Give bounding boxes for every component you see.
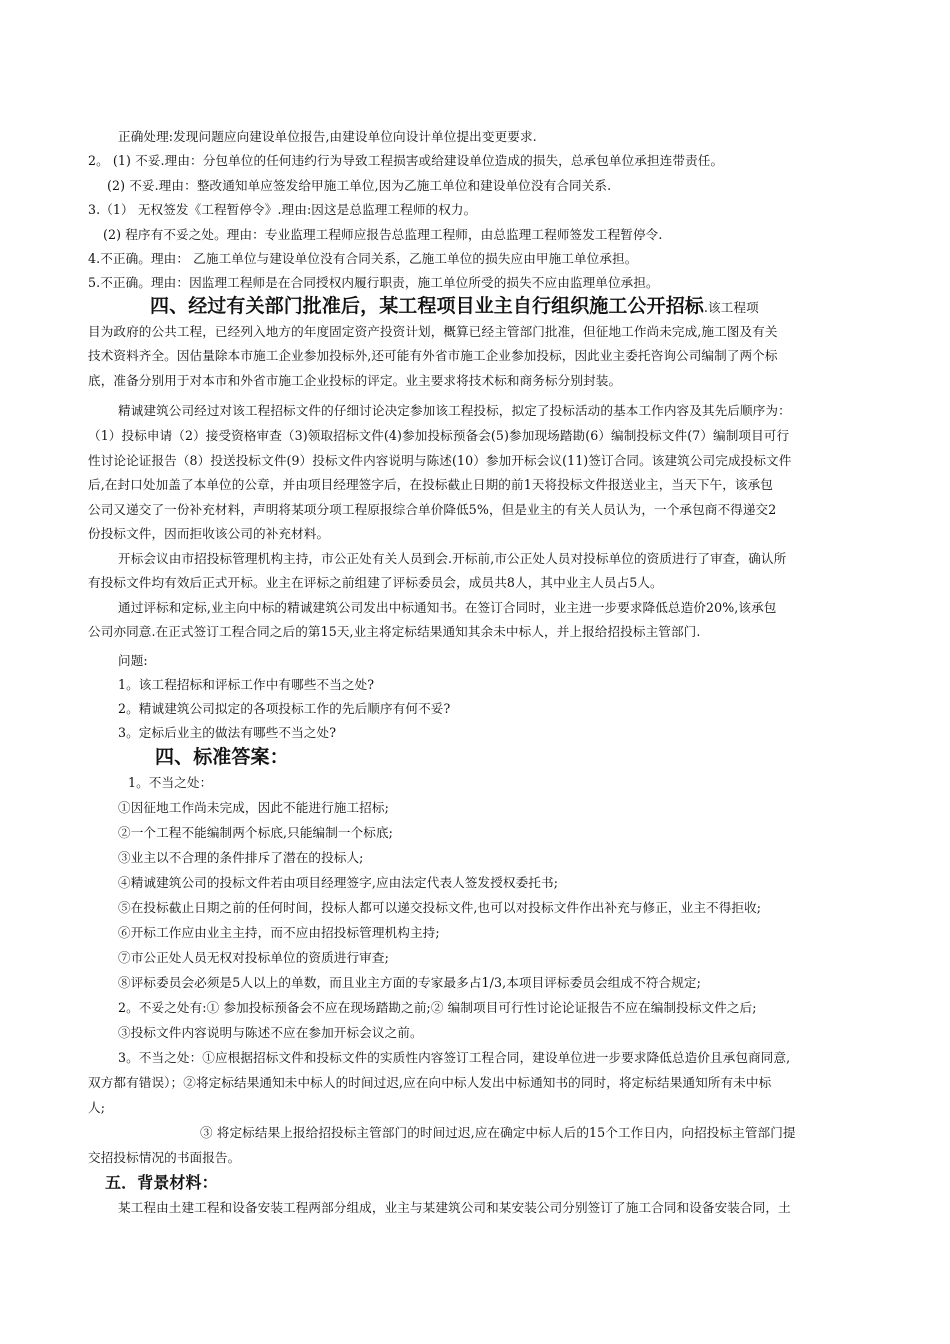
answer-line: 2。不妥之处有:① 参加投标预备会不应在现场踏勘之前;② 编制项目可行性讨论论证报告不应在编制投标文件之后; [118,1000,757,1015]
text-line: 后,在封口处加盖了本单位的公章，并由项目经理签字后，在投标截止日期的前1天将投标文件报送业主，当天下午，该承包 [88,477,773,492]
text-line: 5.不正确。理由：因监理工程师是在合同授权内履行职责，施工单位所受的损失不应由监理单位承担。 [88,275,659,290]
answer-line: ⑤在投标截止日期之前的任何时间，投标人都可以递交投标文件,也可以对投标文件作出补充与修正，业主不得拒收; [118,900,762,915]
heading-tail: .该工程项 [703,300,759,315]
answer-line: ⑦市公正处人员无权对投标单位的资质进行审查; [118,950,389,965]
answer-line: ④精诚建筑公司的投标文件若由项目经理签字,应由法定代表人签发授权委托书; [118,875,559,890]
answer-line: 交招投标情况的书面报告。 [88,1150,241,1165]
text-line: (2) 程序有不妥之处。理由：专业监理工程师应报告总监理工程师，由总监理工程师签发工程暂停令. [103,227,663,242]
text-line: 精诚建筑公司经过对该工程招标文件的仔细讨论决定参加该工程投标，拟定了投标活动的基本工作内容及其先后顺序为： [118,403,791,418]
text-line: 公司亦同意.在正式签订工程合同之后的第15天,业主将定标结果通知其余未中标人，并上报给招投标主管部门. [88,624,701,639]
text-line: 性讨论论证报告（8）投送投标文件(9）投标文件内容说明与陈述(10）参加开标会议(11)签订合同。该建筑公司完成投标文件 [88,453,792,468]
text-line: （1）投标申请（2）接受资格审查（3)领取招标文件(4)参加投标预备会(5)参加现场踏勘(6）编制投标文件(7）编制项目可行 [88,428,790,443]
answer-line: ①因征地工作尚未完成，因此不能进行施工招标; [118,800,389,815]
text-line: 目为政府的公共工程，已经列入地方的年度固定资产投资计划，概算已经主管部门批准，但征地工作尚未完成,施工图及有关 [88,324,778,339]
answer-line: 1。不当之处： [128,775,213,790]
text-line: 技术资料齐全。因估量除本市施工企业参加投标外,还可能有外省市施工企业参加投标，因此业主委托咨询公司编制了两个标 [88,348,778,363]
heading-title: 四、经过有关部门批准后，某工程项目业主自行组织施工公开招标 [150,295,704,317]
text-line: 通过评标和定标,业主向中标的精诚建筑公司发出中标通知书。在签订合同时，业主进一步要求降低总造价20%,该承包 [118,600,777,615]
questions-label: 问题: [118,653,148,668]
question-item: 1。该工程招标和评标工作中有哪些不当之处? [118,677,375,692]
text-line: 份投标文件，因而拒收该公司的补充材料。 [88,526,330,541]
answer-line: 双方都有错误）；②将定标结果通知未中标人的时间过迟,应在向中标人发出中标通知书的同时，将定标结果通知所有未中标 [88,1075,772,1090]
answer-line: 3。不当之处：①应根据招标文件和投标文件的实质性内容签订工程合同，建设单位进一步要求降低总造价且承包商同意, [118,1050,791,1065]
text-line: 底，准备分别用于对本市和外省市施工企业投标的评定。业主要求将技术标和商务标分别封装。 [88,373,622,388]
question-item: 2。精诚建筑公司拟定的各项投标工作的先后顺序有何不妥? [118,701,451,716]
text-line: 公司又递交了一份补充材料，声明将某项分项工程原报综合单价降低5%，但是业主的有关人员认为，一个承包商不得递交2 [88,502,777,517]
section-heading-5: 五．背景材料： [105,1173,218,1192]
answer-line: ②一个工程不能编制两个标底,只能编制一个标底; [118,825,394,840]
question-item: 3。定标后业主的做法有哪些不当之处? [118,725,337,740]
text-line: (2) 不妥.理由：整改通知单应签发给甲施工单位,因为乙施工单位和建设单位没有合同关系. [107,178,612,193]
answer-heading: 四、标准答案： [155,746,289,768]
answer-line: ③ 将定标结果上报给招投标主管部门的时间过迟,应在确定中标人后的15个工作日内，向招投标主管部门提 [200,1125,796,1140]
section-heading-4 [150,293,759,319]
answer-line: 人; [88,1100,106,1115]
text-line: 4.不正确。理由： 乙施工单位与建设单位没有合同关系，乙施工单位的损失应由甲施工单位承担。 [88,251,638,266]
answer-line: ③投标文件内容说明与陈述不应在参加开标会议之前。 [118,1025,423,1040]
text-line: 正确处理:发现问题应向建设单位报告,由建设单位向设计单位提出变更要求. [118,129,537,144]
text-line: 有投标文件均有效后正式开标。业主在评标之前组建了评标委员会，成员共8人，其中业主人员占5人。 [88,575,663,590]
text-line: 3.（1） 无权签发《工程暂停令》.理由:因这是总监理工程师的权力。 [88,202,477,217]
text-line: 2。 (1) 不妥.理由：分包单位的任何违约行为导致工程损害或给建设单位造成的损失，总承包单位承担连带责任。 [88,153,724,168]
text-line: 开标会议由市招投标管理机构主持，市公正处有关人员到会.开标前,市公正处人员对投标单位的资质进行了审查，确认所 [118,551,787,566]
answer-line: ⑧评标委员会必须是5人以上的单数，而且业主方面的专家最多占1/3,本项目评标委员会组成不符合规定; [118,975,701,990]
answer-line: ⑥开标工作应由业主主持，而不应由招投标管理机构主持; [118,925,440,940]
answer-line: ③业主以不合理的条件排斥了潜在的投标人; [118,850,364,865]
text-line: 某工程由土建工程和设备安装工程两部分组成，业主与某建筑公司和某安装公司分别签订了施工合同和设备安装合同，土 [118,1200,791,1215]
